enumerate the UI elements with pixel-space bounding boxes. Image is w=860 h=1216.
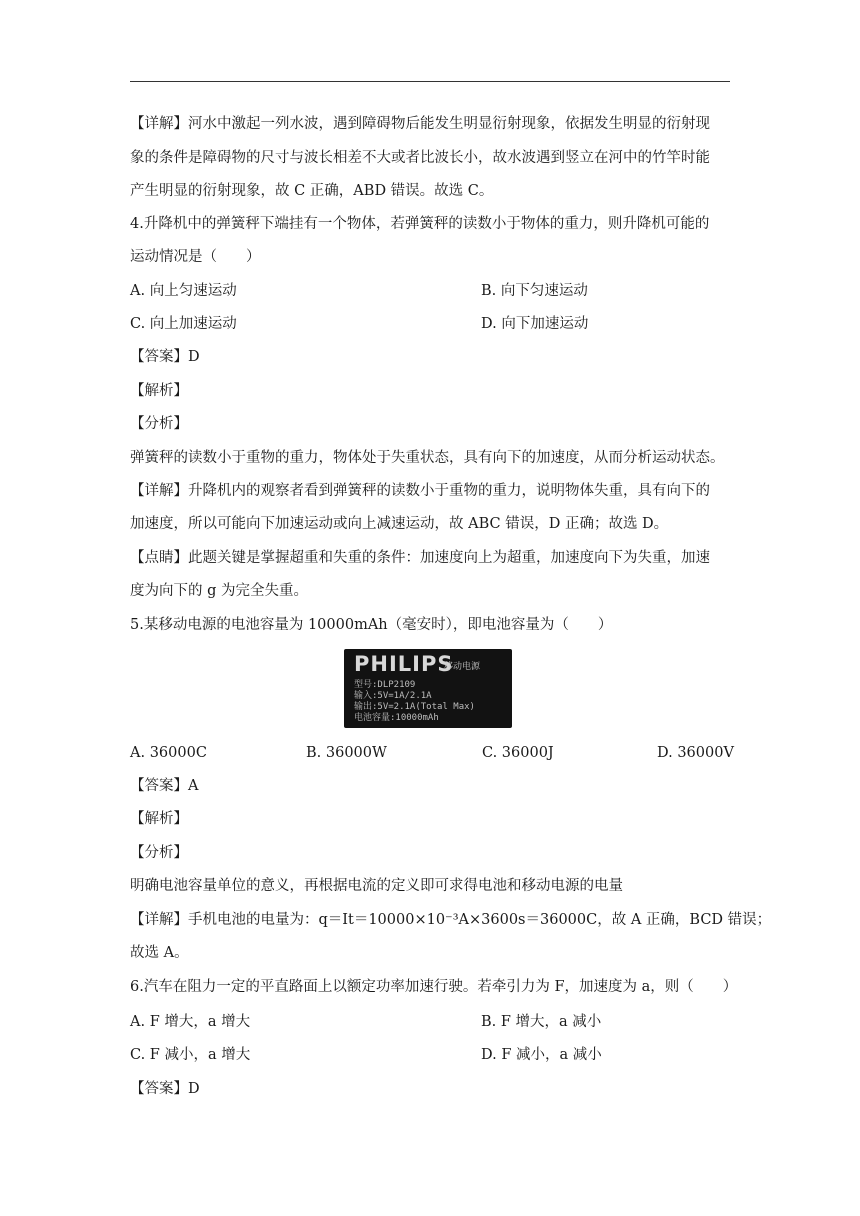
q3-detail-line-3: 产生明显的衍射现象，故 C 正确，ABD 错误。故选 C。: [130, 183, 494, 199]
q4-tip-line-2: 度为向下的 g 为完全失重。: [130, 583, 308, 599]
q4-detail-line-2: 加速度，所以可能向下加速运动或向上减速运动，故 ABC 错误，D 正确；故选 D。: [130, 516, 669, 532]
q6-stem: 6.汽车在阻力一定的平直路面上以额定功率加速行驶。若牵引力为 F，加速度为 a，则（ ）: [130, 979, 738, 995]
q4-stem-line-1: 4.升降机中的弹簧秤下端挂有一个物体，若弹簧秤的读数小于物体的重力，则升降机可能的: [130, 216, 710, 232]
q4-analysis-heading: 【解析】: [130, 383, 188, 399]
photo-line-model: 型号:DLP2109: [354, 680, 416, 690]
q5-fenxi-heading: 【分析】: [130, 845, 188, 861]
q4-option-b: B. 向下匀速运动: [481, 283, 588, 299]
power-bank-label-photo: [344, 649, 512, 728]
q5-detail-line-1: 【详解】手机电池的电量为：q＝It＝10000×10⁻³A×3600s＝36000C，故 A 正确，BCD 错误；: [130, 912, 772, 928]
q3-detail-line-2: 象的条件是障碍物的尺寸与波长相差不大或者比波长小，故水波遇到竖立在河中的竹竿时能: [130, 150, 710, 166]
q4-detail-line-1: 【详解】升降机内的观察者看到弹簧秤的读数小于重物的重力，说明物体失重，具有向下的: [130, 483, 710, 499]
q4-option-c: C. 向上加速运动: [130, 316, 237, 332]
q5-option-c: C. 36000J: [482, 745, 554, 761]
q4-option-d: D. 向下加速运动: [481, 316, 589, 332]
q5-analysis-heading: 【解析】: [130, 811, 188, 827]
q3-detail-line-1: 【详解】河水中激起一列水波，遇到障碍物后能发生明显衍射现象，依据发生明显的衍射现: [130, 116, 710, 132]
q5-detail-line-2: 故选 A。: [130, 945, 189, 961]
q5-fenxi-text: 明确电池容量单位的意义，再根据电流的定义即可求得电池和移动电源的电量: [130, 878, 623, 894]
header-rule: [130, 81, 730, 82]
photo-line-output: 输出:5V=2.1A(Total Max): [354, 702, 475, 712]
q6-option-b: B. F 增大，a 减小: [481, 1014, 602, 1030]
q4-fenxi-text: 弹簧秤的读数小于重物的重力，物体处于失重状态，具有向下的加速度，从而分析运动状态。: [130, 450, 725, 466]
photo-subtitle: 移动电源: [444, 662, 481, 672]
photo-line-input: 输入:5V=1A/2.1A: [354, 691, 432, 701]
q6-option-d: D. F 减小，a 减小: [481, 1047, 602, 1063]
q4-fenxi-heading: 【分析】: [130, 416, 188, 432]
q4-tip-line-1: 【点睛】此题关键是掌握超重和失重的条件：加速度向上为超重，加速度向下为失重，加速: [130, 550, 710, 566]
q4-stem-line-2: 运动情况是（ ）: [130, 249, 261, 265]
q5-option-a: A. 36000C: [130, 745, 207, 761]
q5-stem: 5.某移动电源的电池容量为 10000mAh（毫安时），即电池容量为（ ）: [130, 617, 613, 633]
q6-option-a: A. F 增大，a 增大: [130, 1014, 251, 1030]
q4-option-a: A. 向上匀速运动: [130, 283, 237, 299]
photo-brand: PHILIPS: [354, 652, 454, 676]
q5-option-b: B. 36000W: [306, 745, 387, 761]
photo-line-capacity: 电池容量:10000mAh: [354, 713, 439, 723]
q6-answer: 【答案】D: [130, 1081, 200, 1097]
q4-answer: 【答案】D: [130, 349, 200, 365]
q5-answer: 【答案】A: [130, 778, 199, 794]
q6-option-c: C. F 减小，a 增大: [130, 1047, 251, 1063]
q5-option-d: D. 36000V: [657, 745, 734, 761]
